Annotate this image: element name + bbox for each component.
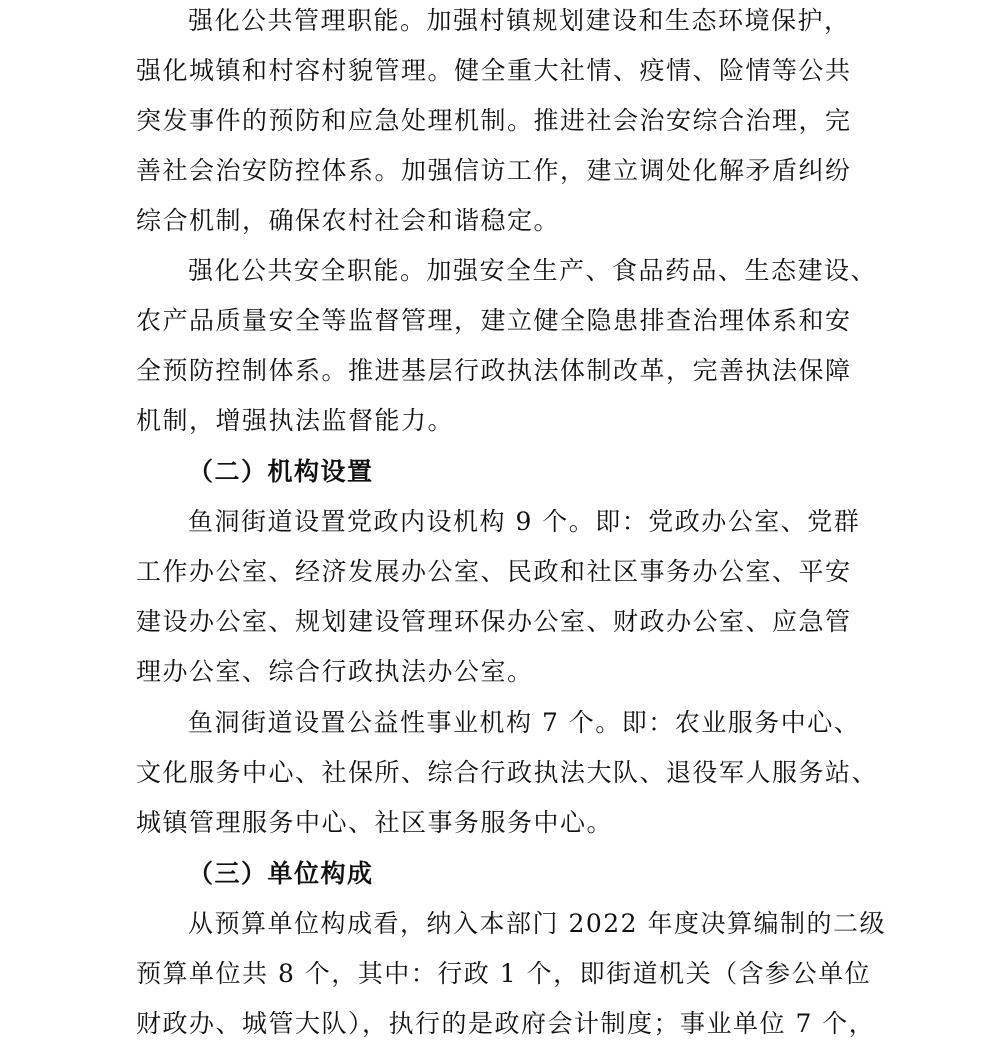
paragraph-line: 全预防控制体系。推进基层行政执法体制改革，完善执法保障 <box>136 356 852 385</box>
paragraph-line: 综合机制，确保农村社会和谐稳定。 <box>136 206 561 235</box>
paragraph-line: 理办公室、综合行政执法办公室。 <box>136 657 534 686</box>
paragraph-line: 强化公共管理职能。加强村镇规划建设和生态环境保护， <box>188 6 851 35</box>
paragraph-line: 预算单位共 8 个，其中：行政 1 个，即街道机关（含参公单位 <box>136 959 872 988</box>
section-heading: （三）单位构成 <box>188 859 374 888</box>
paragraph-line: 农产品质量安全等监督管理，建立健全隐患排查治理体系和安 <box>136 306 852 335</box>
paragraph-line: 建设办公室、规划建设管理环保办公室、财政办公室、应急管 <box>136 607 852 636</box>
paragraph-line: 工作办公室、经济发展办公室、民政和社区事务办公室、平安 <box>136 557 852 586</box>
paragraph-line: 机制，增强执法监督能力。 <box>136 406 455 435</box>
paragraph-line: 从预算单位构成看，纳入本部门 2022 年度决算编制的二级 <box>188 909 887 938</box>
paragraph-line: 财政办、城管大队），执行的是政府会计制度；事业单位 7 个， <box>136 1009 876 1038</box>
paragraph-line: 善社会治安防控体系。加强信访工作，建立调处化解矛盾纠纷 <box>136 156 852 185</box>
paragraph-line: 鱼洞街道设置党政内设机构 9 个。即：党政办公室、党群 <box>188 507 861 536</box>
paragraph-line: 突发事件的预防和应急处理机制。推进社会治安综合治理，完 <box>136 106 852 135</box>
paragraph-line: 城镇管理服务中心、社区事务服务中心。 <box>136 808 614 837</box>
paragraph-line: 文化服务中心、社保所、综合行政执法大队、退役军人服务站、 <box>136 758 879 787</box>
section-heading: （二）机构设置 <box>188 457 374 486</box>
paragraph-line: 强化城镇和村容村貌管理。健全重大社情、疫情、险情等公共 <box>136 56 852 85</box>
paragraph-line: 强化公共安全职能。加强安全生产、食品药品、生态建设、 <box>188 256 878 285</box>
paragraph-line: 鱼洞街道设置公益性事业机构 7 个。即：农业服务中心、 <box>188 708 861 737</box>
